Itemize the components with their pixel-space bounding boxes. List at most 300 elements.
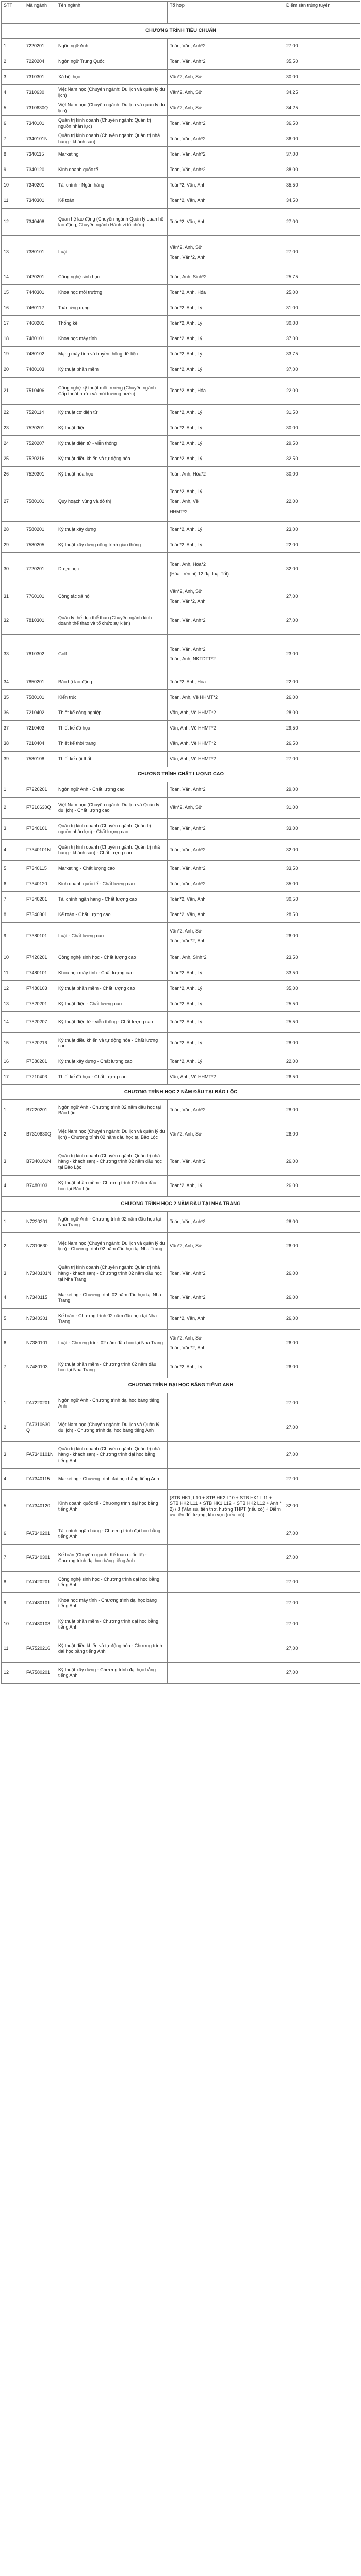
- cell-stt: 10: [2, 1614, 24, 1635]
- cell-ten-nganh: Khoa học máy tính - Chương trình đại học bằng tiếng Anh: [56, 1593, 168, 1614]
- cell-ten-nganh: Luật - Chất lượng cao: [56, 923, 168, 950]
- cell-to-hop: Văn*2, Anh, Sử: [168, 100, 284, 116]
- table-row: [2, 405, 360, 420]
- cell-ten-nganh: Kế toán (Chuyên ngành: Kế toán quốc tế) - Chương trình đại học bằng tiếng Anh: [56, 1545, 168, 1572]
- cell-stt: 17: [2, 1070, 24, 1085]
- cell-ma-nganh: N7310630: [24, 1233, 56, 1260]
- cell-stt: 8: [2, 907, 24, 923]
- cell-ma-nganh: 7210403: [24, 721, 56, 736]
- table-row: [2, 116, 360, 131]
- cell-diem-chuan: 26,00: [284, 1357, 360, 1378]
- cell-stt: 1: [2, 1100, 24, 1121]
- cell-to-hop: Toán*2, Anh, Lý: [168, 537, 284, 553]
- table-row: [2, 553, 360, 586]
- cell-ma-nganh: 7810301: [24, 607, 56, 635]
- cell-ma-nganh: B7340101N: [24, 1148, 56, 1176]
- table-row: [2, 300, 360, 316]
- cell-to-hop: Toán*2, Văn, Anh: [168, 892, 284, 907]
- admission-score-table: [1, 1, 360, 1684]
- cell-stt: 5: [2, 1490, 24, 1523]
- cell-ten-nganh: Thống kê: [56, 316, 168, 331]
- cell-stt: 14: [2, 269, 24, 285]
- cell-diem-chuan: 27,00: [284, 1545, 360, 1572]
- table-body: [2, 24, 360, 1684]
- table-row: [2, 362, 360, 378]
- cell-ma-nganh: FA7480101: [24, 1593, 56, 1614]
- cell-ten-nganh: Kỹ thuật hóa học: [56, 467, 168, 482]
- cell-ma-nganh: 7850201: [24, 674, 56, 690]
- cell-stt: 23: [2, 420, 24, 436]
- cell-ma-nganh: 7420201: [24, 269, 56, 285]
- cell-diem-chuan: 27,00: [284, 607, 360, 635]
- cell-ten-nganh: Việt Nam học (Chuyên ngành: Du lịch và quản lý du lịch): [56, 100, 168, 116]
- cell-stt: 4: [2, 85, 24, 100]
- cell-stt: 1: [2, 1393, 24, 1414]
- table-row: [2, 1614, 360, 1635]
- cell-ma-nganh: 7480102: [24, 347, 56, 362]
- cell-ma-nganh: 7460201: [24, 316, 56, 331]
- cell-to-hop: Toán*2, Anh, Lý: [168, 981, 284, 996]
- table-row: [2, 316, 360, 331]
- cell-ma-nganh: B7480103: [24, 1176, 56, 1197]
- cell-ma-nganh: FA7310630Q: [24, 1414, 56, 1442]
- table-row: [2, 607, 360, 635]
- header-to-hop: Tổ hợp: [168, 2, 284, 24]
- cell-stt: 33: [2, 635, 24, 674]
- cell-diem-chuan: 27,00: [284, 1523, 360, 1545]
- table-row: [2, 1393, 360, 1414]
- cell-diem-chuan: 28,00: [284, 1033, 360, 1054]
- cell-to-hop: Toán*2, Anh, Hóa: [168, 378, 284, 405]
- cell-ten-nganh: Công tác xã hội: [56, 586, 168, 607]
- to-hop-line: (Hóa: trên hệ 12 đạt loại Tốt): [170, 571, 229, 577]
- cell-stt: 26: [2, 467, 24, 482]
- cell-diem-chuan: 25,00: [284, 285, 360, 300]
- cell-to-hop: Toán*2, Văn, Anh: [168, 193, 284, 209]
- cell-stt: 6: [2, 1523, 24, 1545]
- cell-ma-nganh: F7340101: [24, 819, 56, 840]
- cell-ten-nganh: Khoa học máy tính: [56, 331, 168, 347]
- table-row: [2, 923, 360, 950]
- cell-stt: 36: [2, 705, 24, 721]
- cell-stt: 2: [2, 1121, 24, 1148]
- cell-ten-nganh: Việt Nam học (Chuyên ngành: Du lịch và Quản lý du lịch) - Chất lượng cao: [56, 798, 168, 819]
- cell-ten-nganh: Quản trị kinh doanh (Chuyên ngành: Quản trị nguồn nhân lực) - Chất lượng cao: [56, 819, 168, 840]
- cell-ma-nganh: 7220204: [24, 54, 56, 70]
- cell-to-hop: Toán*2, Văn, Anh: [168, 1309, 284, 1330]
- cell-diem-chuan: 22,00: [284, 674, 360, 690]
- section-header-row: [2, 767, 360, 782]
- cell-diem-chuan: 34,50: [284, 193, 360, 209]
- cell-to-hop: Toán, Văn, Anh*2: [168, 39, 284, 54]
- cell-stt: 9: [2, 162, 24, 178]
- cell-stt: 12: [2, 1663, 24, 1684]
- section-header-row: [2, 24, 360, 39]
- cell-to-hop: [168, 236, 284, 269]
- section-title: CHƯƠNG TRÌNH HỌC 2 NĂM ĐẦU TẠI BẢO LỘC: [2, 1085, 360, 1100]
- cell-stt: 11: [2, 965, 24, 981]
- to-hop-line: Toán, Văn*2, Anh: [170, 938, 206, 943]
- cell-diem-chuan: 27,00: [284, 586, 360, 607]
- table-row: [2, 131, 360, 147]
- table-row: [2, 996, 360, 1012]
- cell-to-hop: [168, 1545, 284, 1572]
- cell-diem-chuan: 29,50: [284, 436, 360, 451]
- section-title: CHƯƠNG TRÌNH HỌC 2 NĂM ĐẦU TẠI NHA TRANG: [2, 1197, 360, 1212]
- cell-diem-chuan: 30,00: [284, 316, 360, 331]
- cell-stt: 10: [2, 950, 24, 965]
- cell-stt: 37: [2, 721, 24, 736]
- cell-ma-nganh: N7340115: [24, 1287, 56, 1309]
- cell-diem-chuan: 26,00: [284, 690, 360, 705]
- table-row: [2, 782, 360, 798]
- table-row: [2, 1212, 360, 1233]
- cell-diem-chuan: 27,00: [284, 1572, 360, 1593]
- header-row: [2, 2, 360, 24]
- cell-to-hop: Toán, Văn, Anh*2: [168, 162, 284, 178]
- to-hop-line: Toán, Anh, Vẽ: [170, 499, 199, 504]
- cell-stt: 22: [2, 405, 24, 420]
- table-row: [2, 1523, 360, 1545]
- cell-ten-nganh: Kế toán - Chương trình 02 năm đầu học tại Nha Trang: [56, 1309, 168, 1330]
- cell-ma-nganh: F7480101: [24, 965, 56, 981]
- table-row: [2, 162, 360, 178]
- to-hop-line: Văn*2, Anh, Sử: [170, 928, 202, 934]
- cell-diem-chuan: 26,00: [284, 1287, 360, 1309]
- cell-ten-nganh: Toán ứng dụng: [56, 300, 168, 316]
- cell-to-hop: [168, 1663, 284, 1684]
- cell-ten-nganh: Quan hệ lao động (Chuyên ngành Quản lý quan hệ lao động, Chuyên ngành Hành vi tổ chức): [56, 209, 168, 236]
- table-row: [2, 1357, 360, 1378]
- cell-ten-nganh: Việt Nam học (Chuyên ngành: Du lịch và Quản lý du lịch) - Chương trình đại học bằng tiếng Anh: [56, 1414, 168, 1442]
- cell-to-hop: Toán, Văn, Anh*2: [168, 861, 284, 876]
- cell-diem-chuan: 27,00: [284, 1393, 360, 1414]
- cell-stt: 20: [2, 362, 24, 378]
- cell-to-hop: Toán, Văn, Anh*2: [168, 1287, 284, 1309]
- cell-diem-chuan: 34,25: [284, 100, 360, 116]
- cell-ma-nganh: 7520216: [24, 451, 56, 467]
- cell-diem-chuan: 35,00: [284, 876, 360, 892]
- cell-to-hop: [168, 1469, 284, 1490]
- cell-ma-nganh: 7310630Q: [24, 100, 56, 116]
- cell-to-hop: Toán*2, Anh, Lý: [168, 436, 284, 451]
- cell-ten-nganh: Dược học: [56, 553, 168, 586]
- cell-to-hop: [168, 482, 284, 522]
- cell-stt: 13: [2, 996, 24, 1012]
- cell-diem-chuan: 30,00: [284, 70, 360, 85]
- table-row: [2, 1054, 360, 1070]
- cell-to-hop: Toán*2, Anh, Lý: [168, 965, 284, 981]
- cell-diem-chuan: 26,00: [284, 1121, 360, 1148]
- cell-ten-nganh: Kỹ thuật phần mềm - Chương trình 02 năm đầu học tại Nha Trang: [56, 1357, 168, 1378]
- cell-stt: 29: [2, 537, 24, 553]
- cell-to-hop: [168, 923, 284, 950]
- cell-stt: 1: [2, 782, 24, 798]
- cell-diem-chuan: 33,00: [284, 819, 360, 840]
- cell-ten-nganh: Khoa học môi trường: [56, 285, 168, 300]
- to-hop-line: Văn*2, Anh, Sử: [170, 1335, 202, 1341]
- to-hop-line: Văn*2, Anh, Sử: [170, 588, 202, 594]
- cell-ten-nganh: Tài chính ngân hàng - Chương trình đại học bằng tiếng Anh: [56, 1523, 168, 1545]
- cell-diem-chuan: 29,50: [284, 721, 360, 736]
- cell-ma-nganh: 7580101: [24, 690, 56, 705]
- cell-to-hop: Toán*2, Anh, Lý: [168, 316, 284, 331]
- table-row: [2, 451, 360, 467]
- table-row: [2, 436, 360, 451]
- cell-stt: 3: [2, 70, 24, 85]
- cell-ten-nganh: Công nghệ sinh học - Chương trình đại học bằng tiếng Anh: [56, 1572, 168, 1593]
- cell-ten-nganh: Kỹ thuật điện tử - viễn thông: [56, 436, 168, 451]
- table-row: [2, 1148, 360, 1176]
- cell-ma-nganh: FA7340101N: [24, 1442, 56, 1469]
- cell-to-hop: Toán, Văn, Anh*2: [168, 131, 284, 147]
- cell-ma-nganh: 7220201: [24, 39, 56, 54]
- cell-ma-nganh: 7340115: [24, 147, 56, 162]
- cell-stt: 2: [2, 798, 24, 819]
- cell-ten-nganh: Việt Nam học (Chuyên ngành: Du lịch và quản lý du lịch) - Chương trình 02 năm đầu học tại Nha Trang: [56, 1233, 168, 1260]
- section-title: CHƯƠNG TRÌNH TIÊU CHUẨN: [2, 24, 360, 39]
- cell-diem-chuan: 28,00: [284, 1212, 360, 1233]
- cell-ten-nganh: Kỹ thuật xây dựng - Chương trình đại học bằng tiếng Anh: [56, 1663, 168, 1684]
- cell-ten-nganh: Thiết kế đồ họa - Chất lượng cao: [56, 1070, 168, 1085]
- table-row: [2, 178, 360, 193]
- cell-ma-nganh: F7340115: [24, 861, 56, 876]
- cell-to-hop: Toán*2, Văn, Anh: [168, 209, 284, 236]
- cell-diem-chuan: 37,00: [284, 147, 360, 162]
- cell-stt: 14: [2, 1012, 24, 1033]
- cell-stt: 17: [2, 316, 24, 331]
- cell-stt: 9: [2, 923, 24, 950]
- cell-stt: 7: [2, 131, 24, 147]
- cell-ma-nganh: F7520201: [24, 996, 56, 1012]
- cell-ma-nganh: F7380101: [24, 923, 56, 950]
- cell-to-hop: Toán*2, Anh, Lý: [168, 331, 284, 347]
- table-row: [2, 193, 360, 209]
- cell-ten-nganh: Tài chính - Ngân hàng: [56, 178, 168, 193]
- table-row: [2, 736, 360, 752]
- cell-diem-chuan: 26,50: [284, 736, 360, 752]
- cell-diem-chuan: 32,50: [284, 451, 360, 467]
- cell-diem-chuan: 27,00: [284, 1414, 360, 1442]
- to-hop-line: Toán, Văn*2, Anh: [170, 599, 206, 604]
- table-row: [2, 1635, 360, 1663]
- header-ten-nganh: Tên ngành: [56, 2, 168, 24]
- cell-ten-nganh: Quy hoạch vùng và đô thị: [56, 482, 168, 522]
- cell-ma-nganh: FA7420201: [24, 1572, 56, 1593]
- cell-to-hop: Toán*2, Anh, Lý: [168, 1176, 284, 1197]
- cell-stt: 21: [2, 378, 24, 405]
- cell-ten-nganh: Golf: [56, 635, 168, 674]
- cell-to-hop: Toán, Anh, Hóa*2: [168, 467, 284, 482]
- table-row: [2, 331, 360, 347]
- cell-to-hop: (STB HK1, L10 + STB HK2 L10 + STB HK1 L11 + STB HK2 L11 + STB HK1 L12 + STB HK2 L12 + Anh * 2) / 8 (Văn sử, tiến thơ, hướng THPT (nếu có) + Điểm ưu tiên đối tượng, khu vực (nếu có)): [168, 1490, 284, 1523]
- cell-to-hop: [168, 1635, 284, 1663]
- cell-diem-chuan: 27,00: [284, 1635, 360, 1663]
- cell-diem-chuan: 23,00: [284, 522, 360, 537]
- cell-stt: 8: [2, 147, 24, 162]
- cell-ten-nganh: Ngôn ngữ Anh - Chương trình đại học bằng tiếng Anh: [56, 1393, 168, 1414]
- cell-ten-nganh: Quản trị kinh doanh (Chuyên ngành: Quản trị nhà hàng - khách sạn): [56, 131, 168, 147]
- to-hop-line: Toán, Văn*2, Anh: [170, 255, 206, 260]
- cell-stt: 8: [2, 1572, 24, 1593]
- cell-ma-nganh: F7310630Q: [24, 798, 56, 819]
- to-hop-line: Toán, Anh, NKTDTT*2: [170, 656, 216, 662]
- cell-diem-chuan: 28,50: [284, 907, 360, 923]
- cell-diem-chuan: 35,50: [284, 54, 360, 70]
- cell-ma-nganh: 7340120: [24, 162, 56, 178]
- cell-diem-chuan: 25,75: [284, 269, 360, 285]
- cell-to-hop: Toán, Văn, Anh*2: [168, 607, 284, 635]
- table-row: [2, 1121, 360, 1148]
- table-row: [2, 1593, 360, 1614]
- cell-stt: 12: [2, 981, 24, 996]
- cell-ma-nganh: FA7340301: [24, 1545, 56, 1572]
- cell-to-hop: Văn*2, Anh, Sử: [168, 70, 284, 85]
- cell-ma-nganh: 7520114: [24, 405, 56, 420]
- table-row: [2, 70, 360, 85]
- cell-diem-chuan: 26,00: [284, 1330, 360, 1357]
- table-row: [2, 209, 360, 236]
- cell-to-hop: [168, 1523, 284, 1545]
- table-row: [2, 236, 360, 269]
- cell-to-hop: Văn*2, Anh, Sử: [168, 1121, 284, 1148]
- cell-to-hop: Văn*2, Anh, Sử: [168, 85, 284, 100]
- cell-stt: 10: [2, 178, 24, 193]
- table-row: [2, 1490, 360, 1523]
- section-header-row: [2, 1085, 360, 1100]
- cell-to-hop: Toán*2, Anh, Hóa: [168, 285, 284, 300]
- cell-stt: 3: [2, 1260, 24, 1287]
- cell-ma-nganh: FA7580201: [24, 1663, 56, 1684]
- table-row: [2, 420, 360, 436]
- cell-ten-nganh: Quản trị kinh doanh (Chuyên ngành: Quản trị nguồn nhân lực): [56, 116, 168, 131]
- cell-ten-nganh: Kỹ thuật điện tử - viễn thông - Chất lượng cao: [56, 1012, 168, 1033]
- cell-to-hop: Toán, Văn, Anh*2: [168, 876, 284, 892]
- cell-stt: 25: [2, 451, 24, 467]
- cell-stt: 6: [2, 876, 24, 892]
- cell-ma-nganh: 7210402: [24, 705, 56, 721]
- cell-to-hop: Toán, Văn, Anh*2: [168, 1148, 284, 1176]
- table-row: [2, 1260, 360, 1287]
- table-row: [2, 798, 360, 819]
- cell-ma-nganh: 7380101: [24, 236, 56, 269]
- cell-to-hop: Toán*2, Anh, Lý: [168, 420, 284, 436]
- table-row: [2, 819, 360, 840]
- cell-ma-nganh: 7310630: [24, 85, 56, 100]
- cell-diem-chuan: 37,00: [284, 362, 360, 378]
- cell-ten-nganh: Ngôn ngữ Trung Quốc: [56, 54, 168, 70]
- cell-to-hop: Toán*2, Anh, Lý: [168, 1012, 284, 1033]
- cell-ten-nganh: Luật - Chương trình 02 năm đầu học tại Nha Trang: [56, 1330, 168, 1357]
- cell-ma-nganh: F7520216: [24, 1033, 56, 1054]
- cell-ma-nganh: 7520201: [24, 420, 56, 436]
- cell-to-hop: Toán*2, Văn, Anh: [168, 178, 284, 193]
- cell-ma-nganh: 7340408: [24, 209, 56, 236]
- table-row: [2, 269, 360, 285]
- cell-to-hop: Toán, Văn, Anh*2: [168, 1260, 284, 1287]
- cell-to-hop: Toán, Văn, Anh*2: [168, 1212, 284, 1233]
- cell-ma-nganh: B7310630Q: [24, 1121, 56, 1148]
- cell-to-hop: [168, 1614, 284, 1635]
- cell-diem-chuan: 27,00: [284, 39, 360, 54]
- cell-to-hop: [168, 1572, 284, 1593]
- cell-ma-nganh: 7520301: [24, 467, 56, 482]
- cell-stt: 35: [2, 690, 24, 705]
- cell-ma-nganh: 7760101: [24, 586, 56, 607]
- table-row: [2, 467, 360, 482]
- table-row: [2, 705, 360, 721]
- table-row: [2, 752, 360, 767]
- cell-diem-chuan: 29,00: [284, 782, 360, 798]
- cell-to-hop: Toán*2, Anh, Hóa: [168, 674, 284, 690]
- cell-diem-chuan: 27,00: [284, 1442, 360, 1469]
- cell-ma-nganh: 7580201: [24, 522, 56, 537]
- cell-stt: 7: [2, 1545, 24, 1572]
- cell-to-hop: Toán*2, Anh, Lý: [168, 522, 284, 537]
- to-hop-line: HHMT*2: [170, 509, 188, 514]
- cell-to-hop: Toán*2, Văn, Anh: [168, 907, 284, 923]
- cell-ten-nganh: Kế toán - Chất lượng cao: [56, 907, 168, 923]
- table-row: [2, 39, 360, 54]
- cell-ten-nganh: Kỹ thuật điều khiển và tự động hóa: [56, 451, 168, 467]
- cell-diem-chuan: 27,00: [284, 1593, 360, 1614]
- cell-ma-nganh: 7460112: [24, 300, 56, 316]
- cell-ten-nganh: Kỹ thuật phần mềm - Chất lượng cao: [56, 981, 168, 996]
- table-row: [2, 522, 360, 537]
- cell-ma-nganh: 7340201: [24, 178, 56, 193]
- cell-diem-chuan: 26,00: [284, 1260, 360, 1287]
- cell-to-hop: Toán, Văn, Anh*2: [168, 819, 284, 840]
- table-row: [2, 1545, 360, 1572]
- cell-diem-chuan: 32,00: [284, 840, 360, 861]
- cell-to-hop: [168, 586, 284, 607]
- cell-diem-chuan: 23,50: [284, 950, 360, 965]
- cell-ten-nganh: Kinh doanh quốc tế - Chất lượng cao: [56, 876, 168, 892]
- cell-diem-chuan: 27,00: [284, 752, 360, 767]
- cell-ten-nganh: Luật: [56, 236, 168, 269]
- cell-ten-nganh: Kỹ thuật cơ điện tử: [56, 405, 168, 420]
- cell-ten-nganh: Marketing - Chương trình 02 năm đầu học tại Nha Trang: [56, 1287, 168, 1309]
- cell-to-hop: Toán, Văn, Anh*2: [168, 1100, 284, 1121]
- cell-diem-chuan: 28,00: [284, 1100, 360, 1121]
- cell-stt: 24: [2, 436, 24, 451]
- cell-ma-nganh: 7340101N: [24, 131, 56, 147]
- header-diem-chuan: Điểm sàn trúng tuyển: [284, 2, 360, 24]
- cell-stt: 3: [2, 1442, 24, 1469]
- cell-ten-nganh: Quản trị kinh doanh (Chuyên ngành: Quản trị nhà hàng - khách sạn) - Chương trình 02 năm đầu học tại Nha Trang: [56, 1260, 168, 1287]
- cell-ma-nganh: N7340101N: [24, 1260, 56, 1287]
- to-hop-line: Toán, Anh, Hóa*2: [170, 561, 206, 567]
- table-row: [2, 1572, 360, 1593]
- cell-stt: 15: [2, 1033, 24, 1054]
- cell-diem-chuan: 32,00: [284, 1490, 360, 1523]
- cell-ma-nganh: F7220201: [24, 782, 56, 798]
- cell-to-hop: Văn, Anh, Vẽ HHMT*2: [168, 705, 284, 721]
- cell-stt: 5: [2, 1309, 24, 1330]
- cell-to-hop: Toán*2, Anh, Lý: [168, 405, 284, 420]
- table-row: [2, 840, 360, 861]
- table-row: [2, 100, 360, 116]
- cell-stt: 3: [2, 819, 24, 840]
- cell-ten-nganh: Khoa học máy tính - Chất lượng cao: [56, 965, 168, 981]
- cell-ma-nganh: 7520207: [24, 436, 56, 451]
- cell-diem-chuan: 27,00: [284, 1614, 360, 1635]
- header-ma-nganh: Mã ngành: [24, 2, 56, 24]
- table-row: [2, 378, 360, 405]
- cell-ma-nganh: B7220201: [24, 1100, 56, 1121]
- cell-stt: 13: [2, 236, 24, 269]
- cell-to-hop: [168, 1593, 284, 1614]
